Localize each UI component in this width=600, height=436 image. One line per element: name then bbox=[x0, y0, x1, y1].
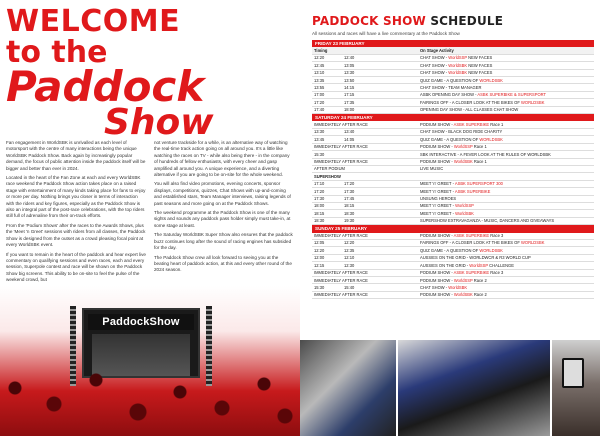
schedule-row bbox=[312, 180, 594, 187]
schedule-row bbox=[312, 233, 594, 240]
start-time: 17:40 bbox=[312, 106, 342, 113]
hero-title-line2: to the bbox=[6, 35, 108, 70]
activity bbox=[418, 210, 594, 217]
start-time: 18:00 bbox=[312, 202, 342, 209]
series-name: WORLDSBK bbox=[479, 77, 503, 83]
end-time: 17:20 bbox=[342, 180, 418, 187]
end-time: 14:05 bbox=[342, 136, 418, 143]
series-name: WorldSBK bbox=[448, 62, 468, 68]
activity bbox=[418, 202, 594, 209]
activity bbox=[418, 136, 594, 143]
series-name: WORLDSBK bbox=[521, 99, 545, 105]
schedule-row bbox=[312, 165, 594, 172]
schedule-title bbox=[312, 14, 503, 28]
activity-text: QUIZ GAME - A QUESTION OF bbox=[420, 77, 480, 83]
activity-text: OPENING DAY SHOW - ALL CLASSES CHAT SHOW bbox=[420, 107, 519, 113]
activity-text: Race 1 bbox=[472, 144, 487, 150]
series-name: WorldSSP bbox=[455, 203, 474, 209]
activity bbox=[418, 62, 594, 69]
column-header: On Stage Activity bbox=[418, 47, 594, 54]
activity bbox=[418, 180, 594, 187]
series-name: WorldSSP bbox=[448, 55, 468, 61]
schedule-row bbox=[312, 84, 594, 91]
activity bbox=[418, 121, 594, 128]
start-time: 15:30 bbox=[312, 284, 342, 291]
activity bbox=[418, 262, 594, 269]
series-name: WorldSBK bbox=[448, 70, 468, 76]
activity-text: PODIUM SHOW - bbox=[420, 144, 454, 150]
activity-text: SUPERSHOW EXTRAVAGANZA - MUSIC, DANCERS AND GIVEAWAYS bbox=[420, 218, 555, 224]
end-time: 19:30 bbox=[342, 217, 418, 224]
activity-text: FAIRINGS OFF - A CLOSER LOOK AT THE BIKES OF bbox=[420, 240, 522, 246]
intro-paragraph: Located in the heart of the Fan Zone at each and every WorldSBK race weekend the Paddock Show action takes place on a raised stage with entertainment of many kinds taking place for fans to enjoy or more per day. Nothing brings you closer in terms of interaction with the riders and key figures, especially as the Paddock Show is also an integral part of the post-race celebrations, with the top riders still full of adrenaline from their on-track efforts. bbox=[6, 175, 146, 219]
schedule-row bbox=[312, 173, 594, 180]
activity bbox=[418, 233, 594, 240]
activity-text: AUSSIES ON THE GRID - WORLDWCR & R3 WORLD CUP bbox=[420, 255, 531, 261]
activity bbox=[418, 239, 594, 246]
day-header bbox=[312, 40, 594, 47]
schedule-row bbox=[312, 239, 594, 246]
activity-text: NEW FACES bbox=[467, 55, 493, 61]
start-time: IMMEDIATELY AFTER RACE bbox=[312, 158, 418, 165]
activity-text: CHAT SHOW - BLACK DOG RIDE CHARITY bbox=[420, 129, 503, 135]
activity bbox=[418, 254, 594, 261]
schedule-row bbox=[312, 136, 594, 143]
schedule-row bbox=[312, 158, 594, 165]
end-time: 12:20 bbox=[342, 239, 418, 246]
day-label: SUNDAY 25 FEBRUARY bbox=[312, 225, 594, 233]
activity-text: CHALLENGE bbox=[488, 262, 514, 268]
activity-text: PODIUM SHOW - bbox=[420, 233, 454, 239]
start-time: 13:45 bbox=[312, 136, 342, 143]
activity bbox=[418, 69, 594, 76]
hero-title bbox=[6, 4, 214, 143]
start-time: IMMEDIATELY AFTER RACE bbox=[312, 291, 418, 298]
start-time: 12:20 bbox=[312, 54, 342, 61]
end-time: 13:30 bbox=[342, 69, 418, 76]
activity-text: Race 1 bbox=[472, 159, 487, 164]
photo-fan-with-phone bbox=[552, 340, 600, 436]
series-name: ASBK SUPERBIKE bbox=[453, 121, 490, 127]
end-time: 17:30 bbox=[342, 188, 418, 195]
start-time: 12:45 bbox=[312, 62, 342, 69]
day-header bbox=[312, 225, 594, 233]
series-name: WORLDSBK bbox=[521, 240, 545, 246]
activity bbox=[418, 217, 594, 224]
series-name: WORLDSBK bbox=[479, 136, 503, 142]
schedule-row bbox=[312, 69, 594, 76]
activity bbox=[418, 151, 594, 158]
start-time: 13:10 bbox=[312, 69, 342, 76]
end-time: 13:40 bbox=[342, 128, 418, 135]
activity-text: PODIUM SHOW - bbox=[420, 121, 454, 127]
activity bbox=[418, 269, 594, 276]
start-time: IMMEDIATELY AFTER RACE bbox=[312, 233, 418, 240]
series-name: WorldSBK bbox=[453, 159, 473, 164]
intro-column-2 bbox=[154, 140, 294, 287]
start-time: 17:20 bbox=[312, 188, 342, 195]
activity-text: CHAT SHOW - bbox=[420, 284, 449, 290]
start-time: 13:55 bbox=[312, 84, 342, 91]
schedule-row bbox=[312, 62, 594, 69]
activity-text: PODIUM SHOW - bbox=[420, 292, 454, 298]
series-name: WorldSSP bbox=[469, 262, 489, 268]
intro-paragraph: The Saturday WorldSBK Super Show also ensures that the paddock buzz continues long after the sound of racing engines has subsided for the day. bbox=[154, 232, 293, 251]
schedule-row bbox=[312, 284, 594, 291]
activity-text: NEW FACES bbox=[467, 70, 493, 76]
series-name: ASBK SUPERBIKE & SUPERSPORT bbox=[477, 92, 547, 98]
series-name: WorldSBK bbox=[453, 292, 473, 298]
column-header: Timing bbox=[312, 47, 342, 54]
activity bbox=[418, 54, 594, 61]
series-name: ASBK SUPERSPORT 300 bbox=[454, 181, 503, 187]
schedule-row bbox=[312, 269, 594, 276]
column-header bbox=[342, 47, 418, 54]
end-time: 13:50 bbox=[342, 77, 418, 84]
activity bbox=[418, 277, 594, 284]
end-time: 12:40 bbox=[342, 54, 418, 61]
schedule-subtitle: All sessions and races will have a live commentary at the Paddock Show bbox=[312, 31, 460, 36]
end-time: 17:15 bbox=[342, 91, 418, 98]
start-time: 18:30 bbox=[312, 217, 342, 224]
intro-paragraph: not venture trackside for a while, is an alternative way of watching the real-time track action going on all around you. It's a little like watching the races on TV - while also being there - in the company of hundreds of fellow enthusiasts, with every cheer and gasp amplified all around you. A unique experience, and a diverting alternative if you are going to be on-site for the whole weekend. bbox=[154, 140, 290, 178]
day-label: SATURDAY 24 FEBRUARY bbox=[312, 114, 594, 122]
day-label: FRIDAY 23 FEBRUARY bbox=[312, 40, 594, 47]
start-time: 13:30 bbox=[312, 128, 342, 135]
series-name: ASBK SUPERBIKE bbox=[454, 188, 491, 194]
end-time: 13:05 bbox=[342, 62, 418, 69]
start-time: SUPERSHOW bbox=[312, 173, 418, 180]
activity bbox=[418, 188, 594, 195]
end-time: 12:35 bbox=[342, 247, 418, 254]
end-time: 17:45 bbox=[342, 195, 418, 202]
end-time: 17:35 bbox=[342, 99, 418, 106]
activity bbox=[418, 158, 594, 165]
activity-text: MEET 'n' GREET - bbox=[420, 188, 455, 194]
activity-text: CHAT SHOW - bbox=[420, 62, 449, 68]
activity bbox=[418, 99, 594, 106]
start-time: 12:00 bbox=[312, 254, 342, 261]
photo-riders-autographs bbox=[398, 340, 550, 436]
activity-text: Race 2 bbox=[472, 292, 487, 298]
intro-paragraph: From the 'Podium Shows' after the races to the Awards Shows, plus the 'Meet 'n Greet' sessions with riders from all classes, the Paddock Show is designed from the outset as a crowd pleasing focal point at every WorldSBK event. bbox=[6, 222, 146, 248]
activity bbox=[418, 91, 594, 98]
activity-text: CHAT SHOW - bbox=[420, 70, 449, 76]
series-name: ASBK SUPERBIKE bbox=[453, 233, 490, 239]
intro-paragraph: The weekend programme at the Paddock Show is one of the many sights and sounds any paddock pass holder simply must take-in, at some stage at least. bbox=[154, 210, 291, 228]
schedule-row bbox=[312, 202, 594, 209]
start-time: IMMEDIATELY AFTER RACE bbox=[312, 143, 418, 150]
activity bbox=[418, 165, 594, 172]
schedule-row bbox=[312, 217, 594, 224]
crowd-photo bbox=[0, 286, 300, 436]
start-time: 15:30 bbox=[312, 151, 342, 158]
intro-paragraph: Fan engagement in WorldSBK is unrivalled as each level of motorsport with the centre of many interactions being the unique WorldSBK Paddock Show. Back again by increasingly popular demand, the focus of public attention inside the paddock itself will be bigger and better than ever in 2024. bbox=[6, 140, 146, 171]
schedule-table bbox=[312, 40, 594, 299]
intro-paragraph: You will also find video promotions, evening concerts, sponsor displays, competitions, quizzes, Chat Shows with up-and-coming and established stars, Team Manager interviews, raising legends of past seasons and more going on at the Paddock Shows. bbox=[154, 181, 291, 206]
activity bbox=[418, 291, 594, 298]
activity bbox=[418, 77, 594, 84]
activity-text: FAIRINGS OFF - A CLOSER LOOK AT THE BIKES OF bbox=[420, 99, 522, 105]
end-time: 14:15 bbox=[342, 84, 418, 91]
activity-text: NEW FACES bbox=[467, 62, 493, 68]
series-name: WorldSSP bbox=[453, 277, 473, 283]
photo-signing-session bbox=[300, 340, 396, 436]
schedule-row bbox=[312, 262, 594, 269]
end-time: 18:00 bbox=[342, 106, 418, 113]
intro-text bbox=[6, 140, 294, 287]
day-header bbox=[312, 114, 594, 122]
end-time: 18:15 bbox=[342, 202, 418, 209]
schedule-column-headers bbox=[312, 47, 594, 54]
activity bbox=[418, 284, 594, 291]
activity-text: PODIUM SHOW - bbox=[420, 277, 454, 283]
activity-text: PODIUM SHOW - bbox=[420, 159, 454, 164]
start-time: IMMEDIATELY AFTER RACE bbox=[312, 269, 418, 276]
schedule-row bbox=[312, 188, 594, 195]
schedule-row bbox=[312, 151, 594, 158]
intro-column-1 bbox=[6, 140, 146, 287]
activity bbox=[418, 84, 594, 91]
activity-text: QUIZ GAME - A QUESTION OF bbox=[420, 247, 480, 253]
activity bbox=[418, 143, 594, 150]
start-time: 18:15 bbox=[312, 210, 342, 217]
crowd-silhouettes bbox=[0, 356, 300, 436]
activity bbox=[418, 195, 594, 202]
schedule-row bbox=[312, 77, 594, 84]
series-name: WorldSBK bbox=[448, 284, 468, 290]
series-name: WORLDSBK bbox=[479, 247, 503, 253]
activity-text: ASBK OPENING DAY SHOW - bbox=[420, 92, 478, 98]
schedule-row bbox=[312, 277, 594, 284]
start-time: 17:00 bbox=[312, 91, 342, 98]
activity bbox=[418, 247, 594, 254]
schedule-row bbox=[312, 247, 594, 254]
schedule-row bbox=[312, 254, 594, 261]
hero-title-line3: Paddock bbox=[6, 62, 205, 111]
activity-text: SBK INTERACTIVE - A FEVER LOOK AT THE RULES OF WORLDSBK bbox=[420, 151, 551, 157]
start-time: AFTER PODIUM bbox=[312, 165, 418, 172]
start-time: 12:20 bbox=[312, 247, 342, 254]
activity-text: UNSUNG HEROES bbox=[420, 196, 457, 202]
activity-text: QUIZ GAME - A QUESTION OF bbox=[420, 136, 480, 142]
end-time bbox=[342, 151, 418, 158]
schedule-row bbox=[312, 143, 594, 150]
activity-text: CHAT SHOW - TEAM MANAGER bbox=[420, 84, 482, 90]
schedule-row bbox=[312, 91, 594, 98]
start-time: 17:20 bbox=[312, 99, 342, 106]
end-time: 12:10 bbox=[342, 254, 418, 261]
schedule-row bbox=[312, 128, 594, 135]
activity-text: Race 1 bbox=[489, 121, 504, 127]
schedule-row bbox=[312, 121, 594, 128]
activity-text: CHAT SHOW - bbox=[420, 55, 449, 61]
stage-sign: PaddockShow bbox=[88, 314, 194, 330]
schedule-row bbox=[312, 291, 594, 298]
start-time: 17:30 bbox=[312, 195, 342, 202]
activity-text: Race 2 bbox=[472, 277, 487, 283]
start-time: 12:05 bbox=[312, 239, 342, 246]
activity-text: MEET 'n' GREET - bbox=[420, 203, 456, 209]
intro-paragraph: The Paddock Show crew all look forward to seeing you at the beating heart of paddock action, at this and every other round of the 2024 season. bbox=[154, 254, 292, 273]
end-time: 15:40 bbox=[342, 284, 418, 291]
activity-text: AUSSIES ON THE GRID - bbox=[420, 262, 470, 268]
activity-text: LIVE MUSIC bbox=[420, 166, 444, 172]
activity bbox=[418, 106, 594, 113]
phone-icon bbox=[562, 358, 584, 388]
intro-paragraph: If you want to remain in the heart of the paddock and hear expert live commentary on qualifying sessions and even races, each and every session, Superpole contest and race will be shown on the Paddock Show big screens. This ability to be on-site to feel the pulse of the weekend crowd, but bbox=[6, 251, 146, 283]
series-name: ASBK SUPERBIKE bbox=[453, 270, 490, 276]
activity-text: PODIUM SHOW - bbox=[420, 270, 454, 276]
schedule-title-red: PADDOCK SHOW bbox=[312, 14, 426, 28]
series-name: WorldSBK bbox=[455, 210, 474, 216]
start-time: 12:15 bbox=[312, 262, 342, 269]
start-time: 13:35 bbox=[312, 77, 342, 84]
activity bbox=[418, 128, 594, 135]
schedule-title-black: SCHEDULE bbox=[430, 14, 504, 28]
start-time: IMMEDIATELY AFTER RACE bbox=[312, 277, 418, 284]
start-time: IMMEDIATELY AFTER RACE bbox=[312, 121, 418, 128]
activity-text: MEET 'n' GREET - bbox=[420, 181, 455, 187]
activity-text: Race 3 bbox=[489, 270, 504, 276]
hero-title-line1: WELCOME bbox=[6, 4, 181, 39]
activity bbox=[418, 173, 594, 180]
end-time: 18:30 bbox=[342, 210, 418, 217]
hero-title-line4: Show bbox=[104, 102, 214, 143]
schedule-row bbox=[312, 54, 594, 61]
activity-text: MEET 'n' GREET - bbox=[420, 210, 456, 216]
end-time: 12:30 bbox=[342, 262, 418, 269]
bottom-photos bbox=[300, 340, 600, 436]
right-page bbox=[300, 0, 600, 436]
activity-text: Race 3 bbox=[489, 233, 504, 239]
schedule-row bbox=[312, 106, 594, 113]
schedule-row bbox=[312, 195, 594, 202]
schedule-row bbox=[312, 210, 594, 217]
start-time: 17:10 bbox=[312, 180, 342, 187]
schedule-row bbox=[312, 99, 594, 106]
series-name: WorldSSP bbox=[453, 144, 473, 150]
